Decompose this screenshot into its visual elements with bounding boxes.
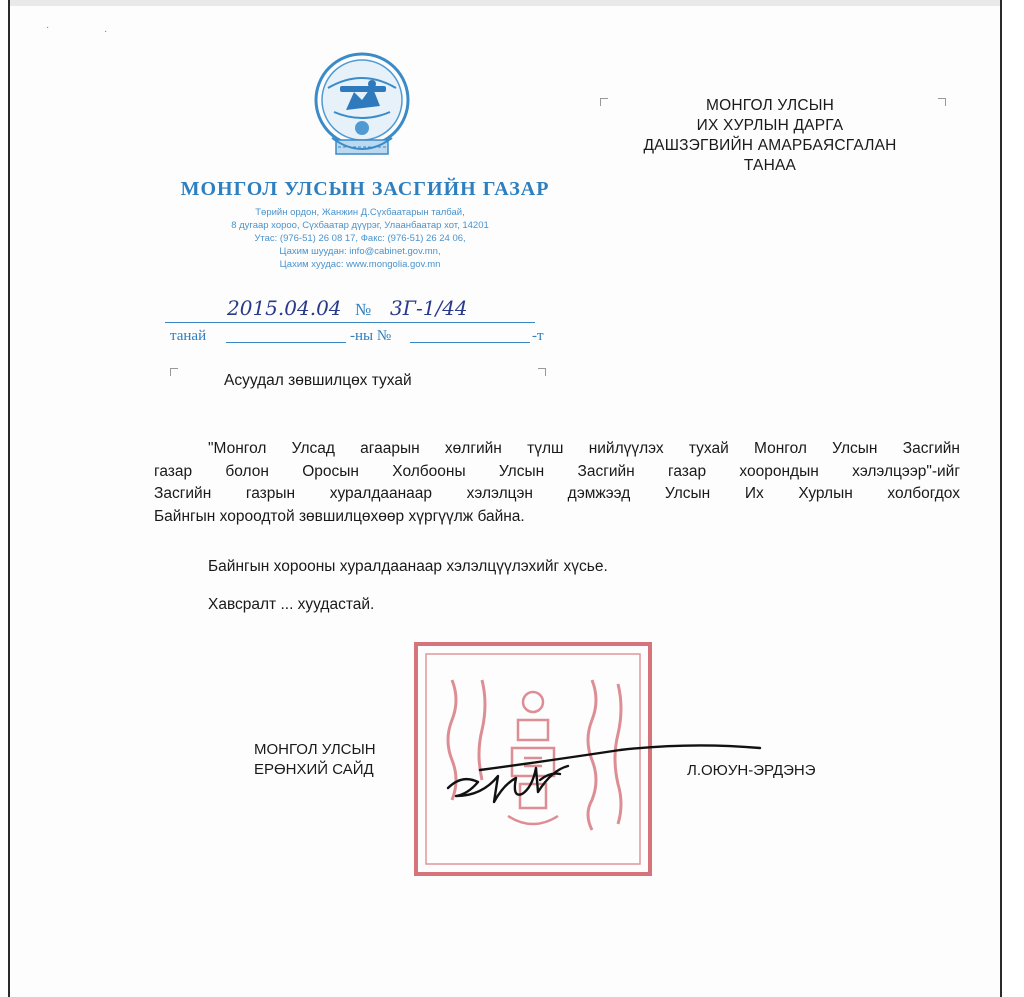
body-line: Байнгын хороодтой зөвшилцөхөөр хүргүүлж байна. [154, 507, 525, 525]
corner-mark [170, 368, 178, 376]
contact-line: Утас: (976-51) 26 08 17, Факс: (976-51) 26 24 06, [254, 233, 466, 244]
addressee-line: ТАНАА [743, 157, 797, 174]
letterhead-contact [150, 206, 570, 271]
contact-line: Төрийн ордон, Жанжин Д.Сүхбаатарын талбай, [255, 207, 465, 218]
scan-speck: · [46, 22, 50, 33]
top-scan-edge [10, 0, 1000, 6]
government-name: МОНГОЛ УЛСЫН ЗАСГИЙН ГАЗАР [180, 178, 550, 200]
incoming-reference-row [170, 326, 550, 348]
reference-row [165, 298, 535, 323]
addressee-line: ИХ ХУРЛЫН ДАРГА [696, 117, 844, 134]
signatory-name: Л.ОЮУН-ЭРДЭНЭ [687, 762, 816, 779]
reference-date: 2015.04.04 [227, 296, 342, 320]
nyi-label: -ны № [350, 328, 392, 344]
scan-speck: · [104, 26, 108, 37]
blank-line [410, 342, 530, 343]
contact-line: 8 дугаар хороо, Сүхбаатар дүүрэг, Улаанбаатар хот, 14201 [231, 220, 489, 231]
corner-mark [538, 368, 546, 376]
signatory-title-line: МОНГОЛ УЛСЫН [254, 741, 376, 758]
letter-subject: Асуудал зөвшилцөх тухай [224, 372, 412, 389]
t-label: -т [532, 328, 544, 344]
letter-body [154, 438, 960, 528]
body-line: Засгийн газрын хуралдаанаар хэлэлцэн дэмжээд Улсын Их Хурлын холбогдох [154, 485, 960, 502]
addressee-line: МОНГОЛ УЛСЫН [705, 97, 835, 114]
reference-number-label: № [355, 300, 372, 319]
contact-line: Цахим шуудан: info@cabinet.gov.mn, [279, 246, 441, 257]
body-line: "Монгол Улсад агаарын хөлгийн түлш нийлүүлэх тухай Монгол Улсын Засгийн [208, 440, 960, 457]
tanai-label: танай [170, 328, 207, 344]
addressee-block [595, 96, 945, 176]
contact-line: Цахим хуудас: www.mongolia.gov.mn [279, 259, 441, 270]
state-emblem-icon [302, 48, 422, 168]
attachment-line: Хавсралт ... хуудастай. [208, 596, 375, 613]
document-page [8, 0, 1002, 997]
signatory-title-line: ЕРӨНХИЙ САЙД [254, 761, 374, 778]
signatory-title [254, 740, 376, 780]
body-line: газар болон Оросын Холбооны Улсын Засгийн газар хоорондын хэлэлцээр"-ийг [154, 462, 960, 480]
blank-line [226, 342, 346, 343]
request-line: Байнгын хорооны хуралдаанаар хэлэлцүүлэхийг хүсье. [208, 558, 608, 575]
reference-number: 3Г-1/44 [390, 296, 468, 320]
addressee-line: ДАШЗЭГВИЙН АМАРБАЯСГАЛАН [643, 137, 897, 154]
